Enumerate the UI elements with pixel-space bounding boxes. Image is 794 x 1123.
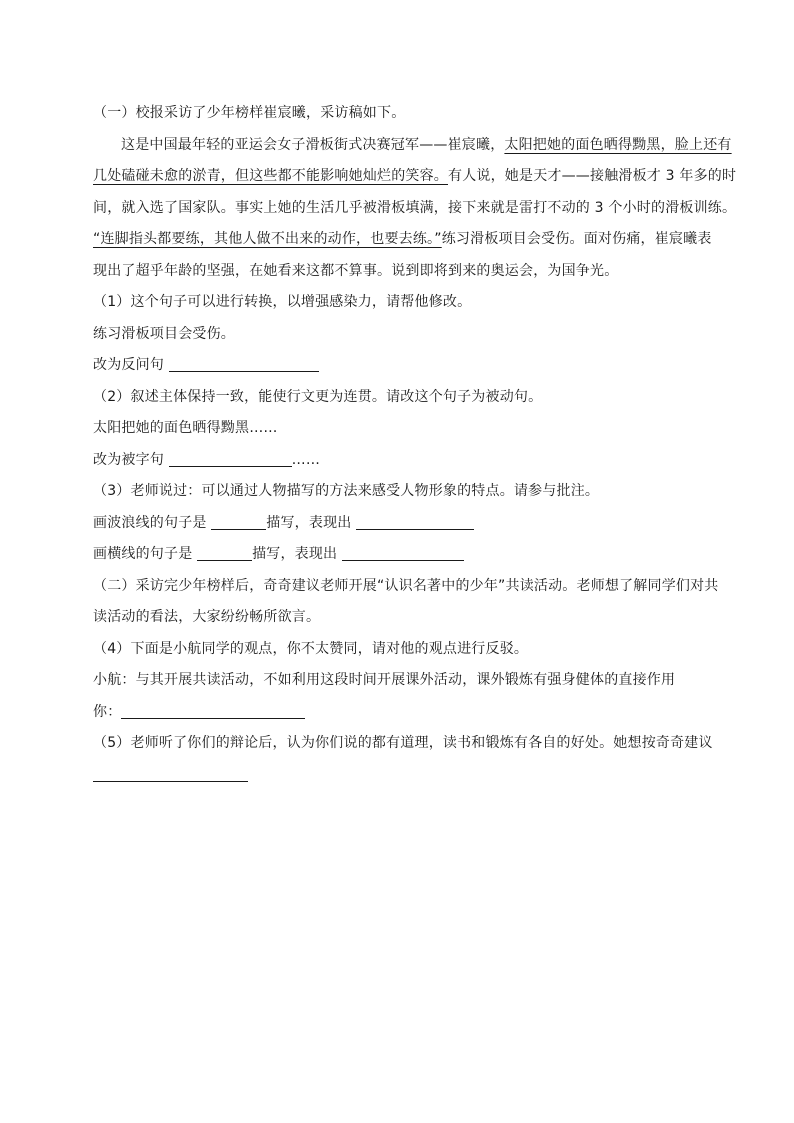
passage-text: 练习滑板项目会受伤。面对伤痛，崔宸曦表	[441, 231, 712, 247]
xiaohang-opinion: 小航：与其开展共读活动，不如利用这段时间开展课外活动，课外锻炼有强身健体的直接作用	[93, 672, 676, 688]
question-2-prompt: （2）叙述主体保持一致，能使行文更为连贯。请改这个句子为被动句。	[93, 388, 543, 405]
section-one-title: （一）校报采访了少年榜样崔宸曦，采访稿如下。	[93, 105, 406, 121]
ellipsis: ……	[291, 451, 321, 468]
answer-blank[interactable]	[211, 511, 266, 530]
rhetorical-question-label: 改为反问句	[93, 357, 164, 373]
question-content	[93, 98, 737, 791]
answer-blank[interactable]	[342, 542, 464, 561]
passage-text: 这是中国最年轻的亚运会女子滑板街式决赛冠军——崔宸曦，	[121, 136, 505, 153]
underlined-sentence: 太阳把她的面色晒得黝黑，脸上还有	[504, 136, 732, 153]
question-3-wavy-answer	[93, 508, 721, 540]
question-3-prompt: （3）老师说过：可以通过人物描写的方法来感受人物形象的特点。请参与批注。	[93, 483, 600, 499]
passage-line-4	[93, 224, 721, 256]
passage-line-2	[93, 161, 737, 193]
question-3-straight-answer	[93, 539, 721, 571]
passage-text: 有人说，她是天才——接触滑板才 3 年多的时	[448, 168, 737, 184]
answer-blank[interactable]	[356, 511, 474, 530]
answer-blank[interactable]	[169, 353, 319, 372]
underlined-sentence: 几处磕碰未愈的淤青，但这些都不能影响她灿烂的笑容。	[93, 168, 448, 184]
answer-blank[interactable]	[121, 700, 305, 719]
question-4-prompt: （4）下面是小航同学的观点，你不太赞同，请对他的观点进行反驳。	[93, 640, 529, 657]
question-5-answer	[93, 760, 721, 792]
description-label: 描写，表现出	[252, 546, 338, 562]
answer-blank[interactable]	[93, 763, 248, 782]
description-label: 描写，表现出	[266, 514, 352, 531]
answer-blank[interactable]	[169, 448, 292, 467]
wavy-line-label: 画波浪线的句子是	[93, 514, 207, 531]
question-1-answer	[93, 350, 721, 382]
straight-line-label: 画横线的句子是	[93, 546, 193, 562]
question-5-prompt: （5）老师听了你们的辩论后，认为你们说的都有道理，读书和锻炼有各自的好处。她想按奇奇建议	[93, 735, 713, 751]
passive-sentence-label: 改为被字句	[93, 451, 164, 468]
question-2-sentence: 太阳把她的面色晒得黝黑……	[93, 420, 278, 436]
section-two-title-line-1: （二）采访完少年榜样后，奇奇建议老师开展“认识名著中的少年”共读活动。老师想了解同学们对共	[93, 577, 719, 594]
question-4-answer	[93, 697, 721, 729]
passage-line-5: 现出了超乎年龄的坚强，在她看来这都不算事。说到即将到来的奥运会，为国争光。	[93, 262, 619, 279]
passage-line-3: 间，就入选了国家队。事实上她的生活几乎被滑板填满，接下来就是雷打不动的 3 个小时的滑板训练。	[93, 199, 737, 216]
question-1-prompt: （1）这个句子可以进行转换，以增强感染力，请帮他修改。	[93, 294, 472, 310]
passage-line-1	[93, 130, 732, 162]
you-label: 你：	[93, 703, 122, 720]
question-1-sentence: 练习滑板项目会受伤。	[93, 325, 235, 342]
question-2-answer	[93, 445, 721, 477]
answer-blank[interactable]	[197, 542, 252, 561]
section-two-title-line-2: 读活动的看法，大家纷纷畅所欲言。	[93, 609, 321, 625]
underlined-quote: “连脚指头都要练，其他人做不出来的动作，也要去练。”	[93, 231, 442, 247]
